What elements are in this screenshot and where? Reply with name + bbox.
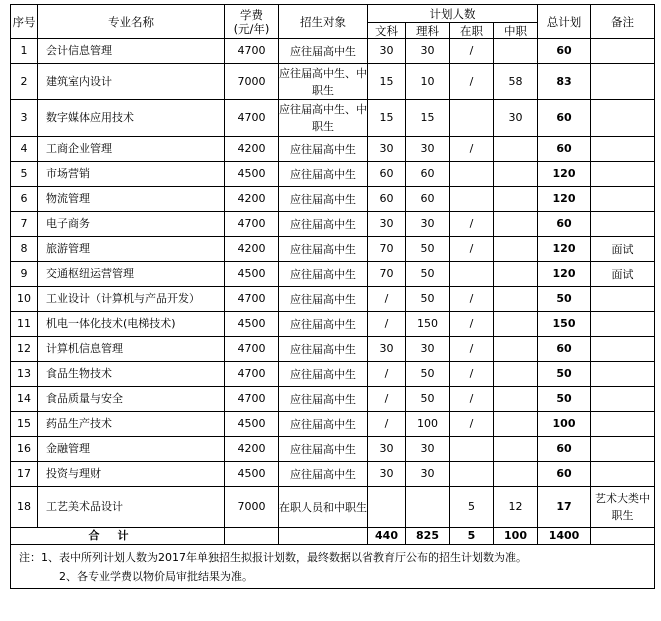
plan-zaizhi (450, 162, 494, 187)
major-name: 物流管理 (38, 187, 225, 212)
remark (591, 64, 655, 100)
major-name: 计算机信息管理 (38, 337, 225, 362)
tuition-fee: 4700 (225, 387, 279, 412)
total-like: 825 (406, 528, 450, 545)
total-plan: 120 (538, 187, 591, 212)
plan-like: 150 (406, 312, 450, 337)
footnote-line-2: 2、各专业学费以物价局审批结果为准。 (59, 569, 253, 583)
plan-zaizhi: / (450, 39, 494, 64)
total-plan: 17 (538, 487, 591, 528)
major-name: 会计信息管理 (38, 39, 225, 64)
plan-wenke: / (368, 412, 406, 437)
plan-zhongzhi (494, 237, 538, 262)
plan-wenke: 60 (368, 187, 406, 212)
major-name: 建筑室内设计 (38, 64, 225, 100)
enrollment-target: 应往届高中生 (279, 212, 368, 237)
table-row (11, 100, 655, 137)
table-row (11, 312, 655, 337)
row-number: 12 (11, 337, 38, 362)
plan-like: 50 (406, 287, 450, 312)
tuition-fee: 4500 (225, 262, 279, 287)
plan-like: 50 (406, 387, 450, 412)
plan-zhongzhi (494, 412, 538, 437)
enrollment-target: 在职人员和中职生 (279, 487, 368, 528)
plan-zhongzhi (494, 437, 538, 462)
major-name: 机电一体化技术(电梯技术) (38, 312, 225, 337)
plan-like (406, 487, 450, 528)
total-plan: 50 (538, 287, 591, 312)
table-row (11, 387, 655, 412)
total-target-cell (279, 528, 368, 545)
header-major: 专业名称 (38, 5, 225, 39)
remark (591, 162, 655, 187)
plan-zhongzhi (494, 262, 538, 287)
footnote-line-1: 注：1、表中所列计划人数为2017年单独招生拟报计划数，最终数据以省教育厅公布的招生计划数为准。 (19, 550, 527, 564)
tuition-fee: 4700 (225, 337, 279, 362)
plan-zhongzhi: 30 (494, 100, 538, 137)
plan-wenke: 30 (368, 337, 406, 362)
total-zaizhi: 5 (450, 528, 494, 545)
plan-wenke: 30 (368, 437, 406, 462)
row-number: 7 (11, 212, 38, 237)
table-row (11, 287, 655, 312)
plan-zhongzhi: 12 (494, 487, 538, 528)
plan-wenke: 15 (368, 100, 406, 137)
major-name: 工商企业管理 (38, 137, 225, 162)
plan-like: 30 (406, 39, 450, 64)
enrollment-target: 应往届高中生 (279, 362, 368, 387)
remark (591, 187, 655, 212)
tuition-fee: 4500 (225, 312, 279, 337)
header-seq: 序号 (11, 5, 38, 39)
total-plan: 150 (538, 312, 591, 337)
table-row (11, 237, 655, 262)
enrollment-target: 应往届高中生 (279, 387, 368, 412)
table-row (11, 437, 655, 462)
major-name: 交通枢纽运营管理 (38, 262, 225, 287)
major-name: 数字媒体应用技术 (38, 100, 225, 137)
major-name: 食品生物技术 (38, 362, 225, 387)
total-plan: 120 (538, 162, 591, 187)
row-number: 1 (11, 39, 38, 64)
total-plan: 60 (538, 100, 591, 137)
plan-zaizhi: / (450, 387, 494, 412)
remark (591, 212, 655, 237)
enrollment-target: 应往届高中生 (279, 262, 368, 287)
plan-zaizhi: / (450, 337, 494, 362)
table-row (11, 462, 655, 487)
row-number: 13 (11, 362, 38, 387)
plan-like: 50 (406, 262, 450, 287)
plan-wenke: 30 (368, 212, 406, 237)
remark (591, 137, 655, 162)
enrollment-target: 应往届高中生 (279, 137, 368, 162)
plan-like: 30 (406, 337, 450, 362)
plan-zaizhi (450, 262, 494, 287)
plan-zaizhi: / (450, 362, 494, 387)
total-zhongzhi: 100 (494, 528, 538, 545)
plan-like: 15 (406, 100, 450, 137)
plan-zaizhi: / (450, 287, 494, 312)
tuition-fee: 4200 (225, 237, 279, 262)
tuition-fee: 7000 (225, 64, 279, 100)
plan-wenke: 30 (368, 137, 406, 162)
footnote (11, 545, 655, 589)
remark (591, 287, 655, 312)
plan-zhongzhi (494, 312, 538, 337)
total-plan: 100 (538, 412, 591, 437)
footnote-row (11, 545, 655, 589)
tuition-fee: 4700 (225, 362, 279, 387)
major-name: 食品质量与安全 (38, 387, 225, 412)
total-plan: 60 (538, 137, 591, 162)
row-number: 6 (11, 187, 38, 212)
tuition-fee: 4500 (225, 162, 279, 187)
plan-zhongzhi (494, 287, 538, 312)
plan-zaizhi (450, 187, 494, 212)
plan-zaizhi: 5 (450, 487, 494, 528)
plan-wenke: 70 (368, 237, 406, 262)
row-number: 17 (11, 462, 38, 487)
major-name: 药品生产技术 (38, 412, 225, 437)
plan-like: 30 (406, 212, 450, 237)
plan-wenke: 30 (368, 39, 406, 64)
header-plan: 计划人数 (368, 5, 538, 23)
row-number: 4 (11, 137, 38, 162)
major-name: 旅游管理 (38, 237, 225, 262)
tuition-fee: 4200 (225, 137, 279, 162)
table-row (11, 362, 655, 387)
enrollment-target: 应往届高中生 (279, 187, 368, 212)
header-like: 理科 (406, 23, 450, 39)
header-fee-unit: (元/年) (233, 21, 270, 36)
header-zaizhi: 在职 (450, 23, 494, 39)
plan-like: 30 (406, 137, 450, 162)
remark (591, 362, 655, 387)
plan-wenke: 15 (368, 64, 406, 100)
total-plan: 60 (538, 462, 591, 487)
row-number: 16 (11, 437, 38, 462)
tuition-fee: 4700 (225, 212, 279, 237)
enrollment-target: 应往届高中生、中职生 (279, 64, 368, 100)
total-remark-cell (591, 528, 655, 545)
major-name: 工业设计（计算机与产品开发） (38, 287, 225, 312)
plan-zaizhi: / (450, 312, 494, 337)
enrollment-target: 应往届高中生 (279, 287, 368, 312)
row-number: 10 (11, 287, 38, 312)
plan-wenke: / (368, 362, 406, 387)
total-plan: 120 (538, 237, 591, 262)
remark (591, 387, 655, 412)
table-row (11, 64, 655, 100)
header-zhongzhi: 中职 (494, 23, 538, 39)
total-plan: 50 (538, 362, 591, 387)
plan-zaizhi (450, 437, 494, 462)
enrollment-plan-table (10, 4, 655, 589)
plan-zhongzhi (494, 187, 538, 212)
table-row (11, 412, 655, 437)
enrollment-target: 应往届高中生 (279, 412, 368, 437)
header-wenke: 文科 (368, 23, 406, 39)
total-plan: 120 (538, 262, 591, 287)
row-number: 3 (11, 100, 38, 137)
row-number: 15 (11, 412, 38, 437)
plan-like: 10 (406, 64, 450, 100)
table-row (11, 337, 655, 362)
plan-wenke: 30 (368, 462, 406, 487)
plan-like: 50 (406, 237, 450, 262)
tuition-fee: 4700 (225, 39, 279, 64)
plan-wenke: / (368, 312, 406, 337)
tuition-fee: 4500 (225, 462, 279, 487)
total-plan: 60 (538, 212, 591, 237)
plan-zaizhi: / (450, 212, 494, 237)
total-plan: 50 (538, 387, 591, 412)
total-plan: 1400 (538, 528, 591, 545)
enrollment-target: 应往届高中生 (279, 462, 368, 487)
total-fee-cell (225, 528, 279, 545)
row-number: 2 (11, 64, 38, 100)
plan-like: 60 (406, 187, 450, 212)
total-plan: 60 (538, 39, 591, 64)
plan-like: 30 (406, 437, 450, 462)
plan-wenke: / (368, 387, 406, 412)
tuition-fee: 4200 (225, 187, 279, 212)
major-name: 投资与理财 (38, 462, 225, 487)
total-wenke: 440 (368, 528, 406, 545)
plan-zhongzhi (494, 462, 538, 487)
remark (591, 437, 655, 462)
row-number: 5 (11, 162, 38, 187)
table-row (11, 487, 655, 528)
header-target: 招生对象 (279, 5, 368, 39)
plan-zaizhi (450, 100, 494, 137)
tuition-fee: 4700 (225, 287, 279, 312)
row-number: 9 (11, 262, 38, 287)
row-number: 14 (11, 387, 38, 412)
tuition-fee: 4200 (225, 437, 279, 462)
total-plan: 60 (538, 437, 591, 462)
plan-like: 100 (406, 412, 450, 437)
total-row (11, 528, 655, 545)
total-plan: 83 (538, 64, 591, 100)
table-row (11, 212, 655, 237)
tuition-fee: 7000 (225, 487, 279, 528)
plan-wenke: 60 (368, 162, 406, 187)
plan-like: 30 (406, 462, 450, 487)
row-number: 8 (11, 237, 38, 262)
plan-zaizhi: / (450, 137, 494, 162)
plan-zaizhi: / (450, 412, 494, 437)
total-plan: 60 (538, 337, 591, 362)
plan-zhongzhi (494, 337, 538, 362)
remark: 面试 (591, 262, 655, 287)
remark (591, 312, 655, 337)
major-name: 电子商务 (38, 212, 225, 237)
remark (591, 39, 655, 64)
major-name: 工艺美术品设计 (38, 487, 225, 528)
plan-zhongzhi (494, 137, 538, 162)
tuition-fee: 4500 (225, 412, 279, 437)
enrollment-target: 应往届高中生 (279, 237, 368, 262)
table-row (11, 187, 655, 212)
total-label: 合计 (11, 528, 225, 545)
remark (591, 462, 655, 487)
remark (591, 337, 655, 362)
remark (591, 412, 655, 437)
plan-wenke (368, 487, 406, 528)
header-fee-label: 学费 (240, 7, 263, 22)
major-name: 市场营销 (38, 162, 225, 187)
plan-wenke: 70 (368, 262, 406, 287)
table-row (11, 162, 655, 187)
plan-like: 50 (406, 362, 450, 387)
plan-zhongzhi (494, 162, 538, 187)
enrollment-target: 应往届高中生 (279, 437, 368, 462)
plan-like: 60 (406, 162, 450, 187)
row-number: 11 (11, 312, 38, 337)
plan-zhongzhi (494, 212, 538, 237)
header-total-plan: 总计划 (538, 5, 591, 39)
plan-zhongzhi (494, 39, 538, 64)
tuition-fee: 4700 (225, 100, 279, 137)
plan-zaizhi: / (450, 64, 494, 100)
plan-wenke: / (368, 287, 406, 312)
header-row-1 (11, 5, 655, 23)
plan-zhongzhi: 58 (494, 64, 538, 100)
plan-zhongzhi (494, 362, 538, 387)
plan-zhongzhi (494, 387, 538, 412)
remark: 面试 (591, 237, 655, 262)
table-row (11, 137, 655, 162)
header-fee (225, 5, 279, 39)
row-number: 18 (11, 487, 38, 528)
major-name: 金融管理 (38, 437, 225, 462)
remark: 艺术大类中职生 (591, 487, 655, 528)
table-row (11, 262, 655, 287)
plan-zaizhi (450, 462, 494, 487)
remark (591, 100, 655, 137)
enrollment-target: 应往届高中生 (279, 312, 368, 337)
enrollment-target: 应往届高中生 (279, 39, 368, 64)
enrollment-target: 应往届高中生 (279, 162, 368, 187)
plan-zaizhi: / (450, 237, 494, 262)
header-remark: 备注 (591, 5, 655, 39)
enrollment-target: 应往届高中生、中职生 (279, 100, 368, 137)
table-row (11, 39, 655, 64)
enrollment-target: 应往届高中生 (279, 337, 368, 362)
